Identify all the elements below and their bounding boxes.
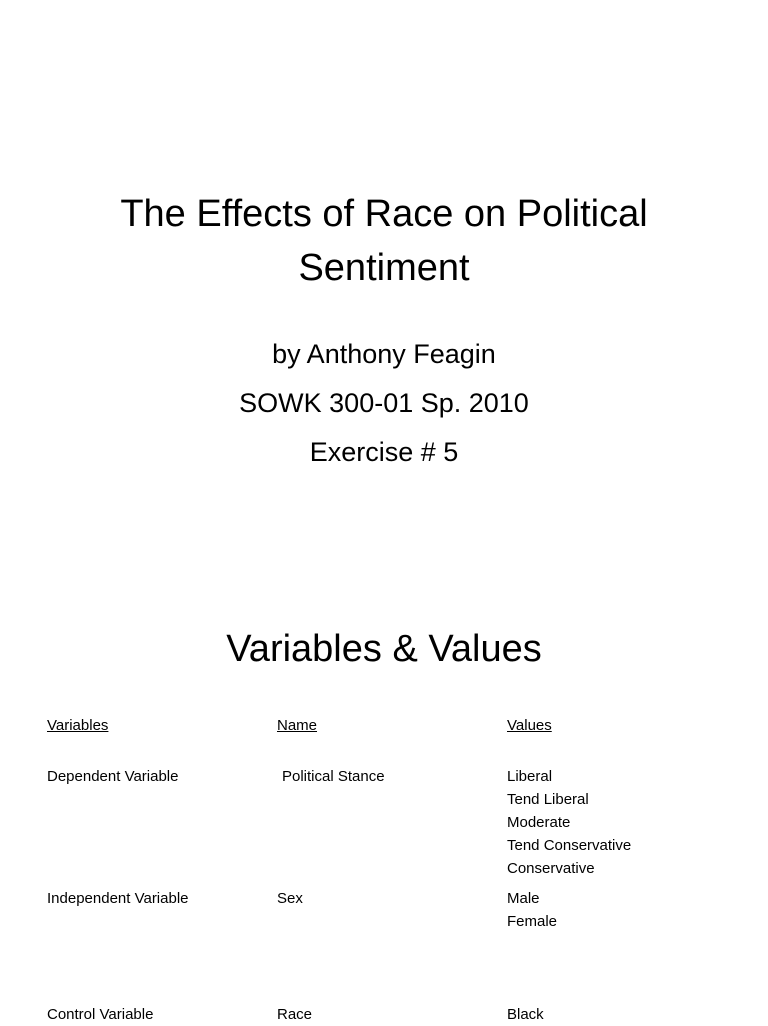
value-item: Male [507,890,540,907]
column-header-name: Name [277,717,318,734]
value-item: Conservative [507,860,595,877]
exercise-line: Exercise # 5 [309,437,459,467]
variable-cell: Independent Variable [47,890,189,907]
value-item: Liberal [507,768,553,785]
column-header-variables: Variables [47,717,109,734]
name-cell: Political Stance [282,768,385,785]
course-line: SOWK 300-01 Sp. 2010 [239,388,529,418]
column-header-values: Values [507,717,552,734]
value-item: Moderate [507,814,571,831]
value-item: Female [507,913,558,930]
variable-cell: Dependent Variable [47,768,179,785]
variable-cell: Control Variable [47,1006,154,1023]
slide-subtitle [40,330,728,477]
value-item: Tend Conservative [507,837,632,854]
values-cell [507,1003,544,1026]
name-cell: Race [277,1006,313,1023]
slide-title: The Effects of Race on Political Sentiment [120,193,648,289]
value-item: Black [507,1006,544,1023]
slide-title: Variables & Values [226,628,542,670]
values-cell [507,765,631,880]
values-cell [507,887,557,933]
value-item: Tend Liberal [507,791,589,808]
name-cell: Sex [277,890,303,907]
author-line: by Anthony Feagin [272,339,496,369]
